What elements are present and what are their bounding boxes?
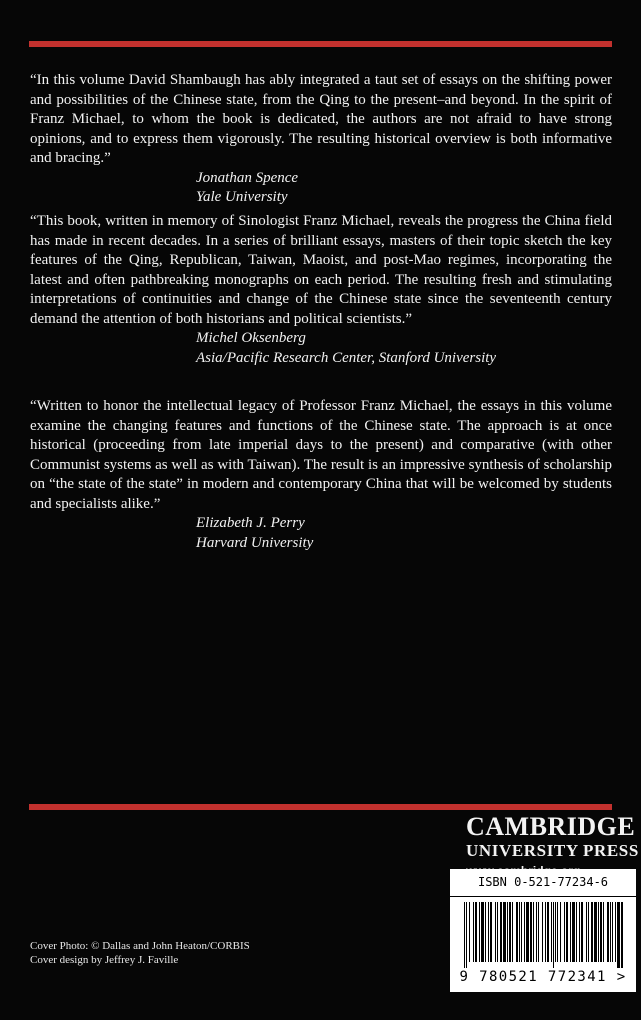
barcode-bar xyxy=(598,902,599,962)
barcode-bar xyxy=(570,902,571,962)
barcode-bar xyxy=(521,902,522,962)
barcode-bar xyxy=(469,902,470,962)
blurb-1 xyxy=(30,71,612,208)
publisher-name: CAMBRIDGE xyxy=(466,812,636,841)
isbn-barcode-box xyxy=(450,869,636,992)
cover-design-credit: Cover design by Jeffrey J. Faville xyxy=(30,954,179,966)
blurb-3 xyxy=(30,397,612,553)
bottom-red-rule xyxy=(29,804,612,810)
blurb-2-name: Michel Oksenberg xyxy=(196,330,306,346)
barcode-bar xyxy=(581,902,583,962)
barcode-bar xyxy=(555,902,556,962)
barcode-bar xyxy=(564,902,565,962)
barcode-bar xyxy=(576,902,577,962)
barcode-bar xyxy=(500,902,502,962)
barcode-bar xyxy=(603,902,604,962)
barcode-bar xyxy=(530,902,532,962)
blurb-3-affiliation: Harvard University xyxy=(196,534,314,551)
barcode-bar xyxy=(526,902,529,962)
blurb-2-text: “This book, written in memory of Sinologist Franz Michael, reveals the progress the China field has made in recent decades. In a series of brilliant essays, masters of their topic sketch the key features of the Qing, Republican, Taiwan, Maoist, and post-Mao regimes, incorporating the latest and often pathbreaking monographs on each period. The resulting fresh and stimulating interpretations of continuities and change of the Chinese state since the seventeenth century demand the attention of both historians and political scientists.” xyxy=(30,213,612,327)
barcode-bar xyxy=(466,902,467,968)
barcode-bar xyxy=(591,902,593,962)
barcode-bar xyxy=(490,902,492,962)
barcode-bar xyxy=(572,902,575,962)
barcode-bar xyxy=(557,902,558,962)
isbn-divider xyxy=(450,896,636,897)
barcode-bar xyxy=(473,902,474,962)
barcode-bar xyxy=(594,902,597,962)
barcode-bar xyxy=(551,902,552,962)
publisher-subtitle: UNIVERSITY PRESS xyxy=(466,841,639,860)
barcode-bar xyxy=(516,902,518,962)
barcode-bar xyxy=(497,902,498,962)
barcode-bar xyxy=(512,902,513,962)
barcode-bar xyxy=(588,902,589,962)
barcode-bar xyxy=(600,902,602,962)
blurb-3-text: “Written to honor the intellectual legacy of Professor Franz Michael, the essays in this volume examine the changing features and functions of the Chinese state. The approach is at once historical (proceeding from late imperial days to the present) and comparative (with other Communist systems as well as with Taiwan). The result is an impressive synthesis of scholarship on “the state of the state” in modern and contemporary China that will be welcomed by students and specialists alike.” xyxy=(30,398,612,512)
barcode-bar xyxy=(488,902,489,962)
barcode-bar xyxy=(621,902,623,968)
blurb-2-affiliation: Asia/Pacific Research Center, Stanford University xyxy=(196,349,497,366)
barcode-graphic xyxy=(458,902,628,968)
barcode-bar xyxy=(495,902,496,962)
barcode-bar xyxy=(475,902,477,962)
isbn-label: ISBN 0-521-77234-6 xyxy=(477,875,609,889)
barcode-bar xyxy=(538,902,539,962)
barcode-bar xyxy=(610,902,611,962)
barcode-bar xyxy=(519,902,520,962)
top-red-rule xyxy=(29,41,612,47)
barcode-bar xyxy=(615,902,616,962)
barcode-bar xyxy=(481,902,484,962)
barcode-bar xyxy=(547,902,549,962)
blurb-2 xyxy=(30,212,612,368)
barcode-bar xyxy=(507,902,508,962)
cover-credits xyxy=(30,939,250,967)
barcode-bar xyxy=(542,902,543,962)
barcode-bar xyxy=(617,902,620,968)
barcode-bar xyxy=(553,902,554,968)
barcode-bar xyxy=(533,902,534,962)
barcode-bar xyxy=(485,902,486,962)
barcode-bar xyxy=(586,902,587,962)
blurb-1-affiliation: Yale University xyxy=(196,189,288,205)
barcode-bar xyxy=(545,902,546,962)
barcode-bar xyxy=(566,902,568,962)
barcode-bar xyxy=(524,902,525,962)
cover-photo-credit: Cover Photo: © Dallas and John Heaton/CORBIS xyxy=(30,940,250,952)
barcode-bar xyxy=(612,902,613,962)
barcode-bar xyxy=(503,902,506,962)
barcode-bar xyxy=(607,902,609,962)
barcode-bar xyxy=(579,902,580,962)
barcode-bar xyxy=(509,902,511,962)
barcode-bar xyxy=(536,902,537,962)
barcode-bar xyxy=(479,902,480,962)
blurb-3-name: Elizabeth J. Perry xyxy=(196,515,305,531)
blurb-1-name: Jonathan Spence xyxy=(196,169,299,186)
ean-number: 9 780521 772341 > xyxy=(459,969,627,985)
blurb-1-text: “In this volume David Shambaugh has ably integrated a taut set of essays on the shifting power and possibilities of the Chinese state, from the Qing to the present–and beyond. In the spirit of Franz Michael, to whom the book is dedicated, the authors are not afraid to have strong opinions, and to express them vigorously. The resulting historical overview is both informative and bracing.” xyxy=(30,72,612,166)
barcode-bar xyxy=(464,902,465,968)
barcode-bar xyxy=(560,902,561,962)
